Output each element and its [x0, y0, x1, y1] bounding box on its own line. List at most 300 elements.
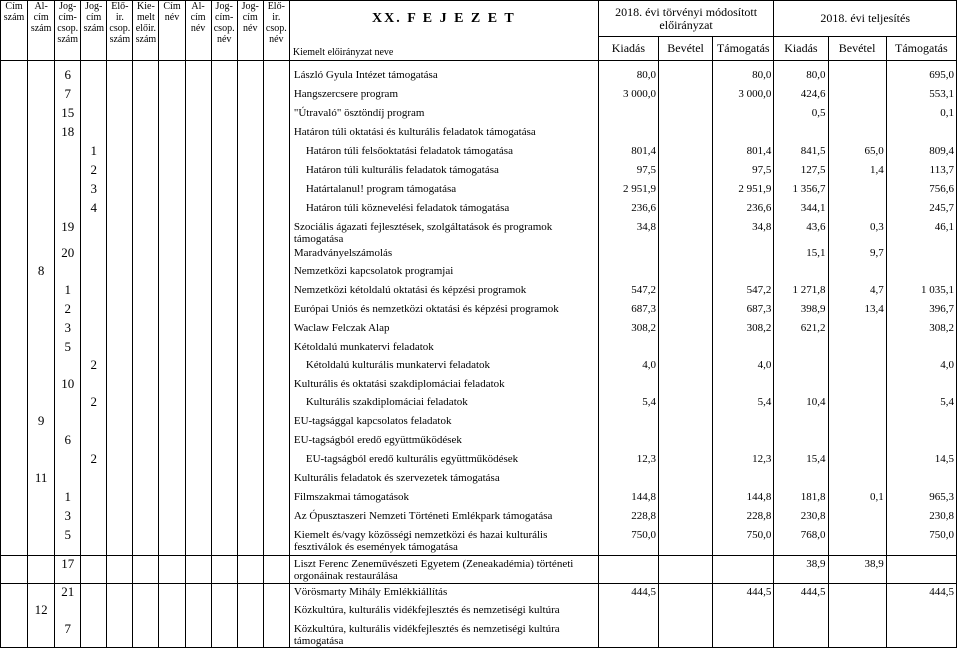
planned-bevetel-cell — [658, 124, 712, 143]
jogcimcsop-szam-cell: 19 — [55, 219, 81, 245]
jogcim-szam-cell: 2 — [81, 394, 107, 413]
jogcimcsop-szam-cell: 10 — [55, 376, 81, 394]
actual-bevetel-cell: 9,7 — [828, 245, 886, 263]
planned-bevetel-cell — [658, 376, 712, 394]
item-name-cell: Határon túli kulturális feladatok támogatása — [289, 162, 598, 181]
planned-bevetel-cell — [658, 181, 712, 200]
actual-tamogatas-cell: 695,0 — [886, 67, 956, 86]
planned-tamogatas-cell: 5,4 — [713, 394, 774, 413]
item-name-cell: Kiemelt és/vagy közösségi nemzetközi és hazai kulturális fesztiválok és események támogatása — [289, 527, 598, 555]
hdr-jogcimcsop-szam: Jog- cím- csop. szám — [55, 1, 81, 61]
cim-szam-cell — [1, 413, 28, 432]
item-name-cell: Kulturális feladatok és szervezetek támogatása — [289, 470, 598, 489]
alcim-szam-cell — [28, 583, 55, 602]
hdr-cim-nev: Cím név — [159, 1, 185, 61]
actual-bevetel-cell: 13,4 — [828, 301, 886, 320]
table-row — [1, 413, 957, 432]
actual-bevetel-cell — [828, 105, 886, 124]
eloircsop-nev-cell — [263, 282, 289, 301]
hdr-cim-szam: Cím szám — [1, 1, 28, 61]
jogcimcsop-szam-cell: 6 — [55, 67, 81, 86]
alcim-nev-cell — [185, 162, 211, 181]
eloircsop-nev-cell — [263, 357, 289, 376]
jogcim-szam-cell — [81, 470, 107, 489]
kiemelt-szam-cell — [133, 200, 159, 219]
alcim-szam-cell — [28, 394, 55, 413]
jogcimcsop-nev-cell — [211, 508, 237, 527]
jogcimcsop-nev-cell — [211, 320, 237, 339]
alcim-szam-cell — [28, 451, 55, 470]
actual-tamogatas-cell — [886, 376, 956, 394]
jogcimcsop-nev-cell — [211, 376, 237, 394]
hdr-jogcim-szam: Jog- cím szám — [81, 1, 107, 61]
actual-tamogatas-cell: 113,7 — [886, 162, 956, 181]
planned-tamogatas-cell — [713, 555, 774, 583]
item-name-cell: Maradványelszámolás — [289, 245, 598, 263]
actual-bevetel-cell — [828, 394, 886, 413]
alcim-nev-cell — [185, 508, 211, 527]
jogcim-szam-cell — [81, 413, 107, 432]
cim-szam-cell — [1, 508, 28, 527]
eloircsop-nev-cell — [263, 219, 289, 245]
planned-kiadas-cell: 34,8 — [598, 219, 658, 245]
actual-tamogatas-cell: 14,5 — [886, 451, 956, 470]
planned-kiadas-cell: 750,0 — [598, 527, 658, 555]
jogcim-nev-cell — [237, 162, 263, 181]
planned-bevetel-cell — [658, 86, 712, 105]
cim-szam-cell — [1, 124, 28, 143]
cim-szam-cell — [1, 67, 28, 86]
jogcim-nev-cell — [237, 432, 263, 451]
actual-kiadas-cell — [774, 432, 828, 451]
eloircsop-szam-cell — [107, 245, 133, 263]
actual-kiadas-cell: 181,8 — [774, 489, 828, 508]
actual-bevetel-cell: 4,7 — [828, 282, 886, 301]
jogcimcsop-szam-cell: 5 — [55, 339, 81, 357]
cim-szam-cell — [1, 489, 28, 508]
table-row — [1, 470, 957, 489]
jogcimcsop-szam-cell: 7 — [55, 621, 81, 648]
table-row — [1, 432, 957, 451]
actual-tamogatas-cell: 308,2 — [886, 320, 956, 339]
alcim-nev-cell — [185, 105, 211, 124]
alcim-nev-cell — [185, 86, 211, 105]
alcim-nev-cell — [185, 67, 211, 86]
alcim-szam-cell — [28, 143, 55, 162]
actual-bevetel-cell — [828, 508, 886, 527]
alcim-szam-cell — [28, 489, 55, 508]
actual-bevetel-cell — [828, 263, 886, 282]
jogcim-nev-cell — [237, 451, 263, 470]
hdr-actual-kiadas: Kiadás — [774, 37, 828, 61]
table-row — [1, 555, 957, 583]
cim-szam-cell — [1, 162, 28, 181]
jogcim-szam-cell — [81, 320, 107, 339]
table-row — [1, 86, 957, 105]
actual-bevetel-cell — [828, 527, 886, 555]
hdr-planned-bevetel: Bevétel — [658, 37, 712, 61]
planned-kiadas-cell — [598, 602, 658, 621]
actual-kiadas-cell: 0,5 — [774, 105, 828, 124]
jogcimcsop-szam-cell — [55, 143, 81, 162]
cim-szam-cell — [1, 219, 28, 245]
actual-tamogatas-cell: 5,4 — [886, 394, 956, 413]
jogcimcsop-nev-cell — [211, 219, 237, 245]
jogcim-szam-cell — [81, 602, 107, 621]
jogcimcsop-szam-cell: 5 — [55, 527, 81, 555]
jogcim-nev-cell — [237, 67, 263, 86]
planned-tamogatas-cell: 2 951,9 — [713, 181, 774, 200]
alcim-szam-cell — [28, 124, 55, 143]
cim-szam-cell — [1, 301, 28, 320]
actual-tamogatas-cell — [886, 432, 956, 451]
jogcimcsop-szam-cell: 7 — [55, 86, 81, 105]
cim-nev-cell — [159, 162, 185, 181]
jogcimcsop-szam-cell: 1 — [55, 282, 81, 301]
actual-tamogatas-cell — [886, 263, 956, 282]
actual-kiadas-cell: 841,5 — [774, 143, 828, 162]
hdr-actual-bevetel: Bevétel — [828, 37, 886, 61]
jogcimcsop-szam-cell: 15 — [55, 105, 81, 124]
planned-kiadas-cell — [598, 470, 658, 489]
planned-tamogatas-cell: 80,0 — [713, 67, 774, 86]
jogcimcsop-nev-cell — [211, 105, 237, 124]
planned-bevetel-cell — [658, 583, 712, 602]
actual-kiadas-cell: 10,4 — [774, 394, 828, 413]
actual-bevetel-cell — [828, 602, 886, 621]
cim-szam-cell — [1, 357, 28, 376]
actual-bevetel-cell — [828, 432, 886, 451]
table-row — [1, 339, 957, 357]
planned-bevetel-cell — [658, 602, 712, 621]
jogcim-szam-cell — [81, 124, 107, 143]
eloircsop-szam-cell — [107, 67, 133, 86]
jogcim-nev-cell — [237, 143, 263, 162]
cim-szam-cell — [1, 470, 28, 489]
planned-kiadas-cell: 5,4 — [598, 394, 658, 413]
item-name-cell: Határon túli felsőoktatási feladatok támogatása — [289, 143, 598, 162]
table-row — [1, 105, 957, 124]
table-row — [1, 282, 957, 301]
eloircsop-szam-cell — [107, 263, 133, 282]
hdr-jogcimcsop-nev: Jog- cím- csop. név — [211, 1, 237, 61]
table-row — [1, 124, 957, 143]
table-row — [1, 67, 957, 86]
table-row — [1, 357, 957, 376]
item-name-cell: Filmszakmai támogatások — [289, 489, 598, 508]
planned-bevetel-cell — [658, 245, 712, 263]
actual-tamogatas-cell — [886, 413, 956, 432]
eloircsop-nev-cell — [263, 245, 289, 263]
cim-nev-cell — [159, 602, 185, 621]
eloircsop-nev-cell — [263, 320, 289, 339]
jogcim-nev-cell — [237, 489, 263, 508]
eloircsop-szam-cell — [107, 527, 133, 555]
item-name-cell: Kétoldalú kulturális munkatervi feladatok — [289, 357, 598, 376]
item-name-cell: Közkultúra, kulturális vidékfejlesztés és nemzetiségi kultúra támogatása — [289, 621, 598, 648]
actual-tamogatas-cell: 245,7 — [886, 200, 956, 219]
actual-kiadas-cell — [774, 470, 828, 489]
kiemelt-szam-cell — [133, 339, 159, 357]
jogcimcsop-nev-cell — [211, 86, 237, 105]
kiemelt-szam-cell — [133, 527, 159, 555]
actual-bevetel-cell — [828, 583, 886, 602]
item-name-cell: László Gyula Intézet támogatása — [289, 67, 598, 86]
jogcimcsop-nev-cell — [211, 357, 237, 376]
jogcim-szam-cell — [81, 555, 107, 583]
planned-tamogatas-cell: 444,5 — [713, 583, 774, 602]
table-row — [1, 320, 957, 339]
jogcim-szam-cell: 2 — [81, 162, 107, 181]
jogcim-nev-cell — [237, 219, 263, 245]
planned-kiadas-cell: 12,3 — [598, 451, 658, 470]
actual-bevetel-cell — [828, 339, 886, 357]
hdr-planned-tamogatas: Támogatás — [713, 37, 774, 61]
planned-kiadas-cell: 687,3 — [598, 301, 658, 320]
planned-bevetel-cell — [658, 432, 712, 451]
alcim-nev-cell — [185, 451, 211, 470]
jogcim-szam-cell: 2 — [81, 357, 107, 376]
jogcimcsop-szam-cell: 21 — [55, 583, 81, 602]
cim-nev-cell — [159, 219, 185, 245]
eloircsop-nev-cell — [263, 124, 289, 143]
actual-tamogatas-cell: 809,4 — [886, 143, 956, 162]
eloircsop-nev-cell — [263, 86, 289, 105]
jogcimcsop-nev-cell — [211, 527, 237, 555]
planned-tamogatas-cell: 4,0 — [713, 357, 774, 376]
jogcimcsop-szam-cell: 6 — [55, 432, 81, 451]
jogcim-szam-cell: 1 — [81, 143, 107, 162]
jogcimcsop-szam-cell: 18 — [55, 124, 81, 143]
actual-tamogatas-cell — [886, 555, 956, 583]
alcim-szam-cell — [28, 219, 55, 245]
actual-bevetel-cell: 65,0 — [828, 143, 886, 162]
eloircsop-nev-cell — [263, 470, 289, 489]
jogcimcsop-szam-cell: 2 — [55, 301, 81, 320]
planned-tamogatas-cell — [713, 124, 774, 143]
kiemelt-szam-cell — [133, 245, 159, 263]
alcim-szam-cell — [28, 357, 55, 376]
eloircsop-nev-cell — [263, 263, 289, 282]
jogcimcsop-nev-cell — [211, 301, 237, 320]
jogcim-szam-cell — [81, 263, 107, 282]
planned-kiadas-cell: 4,0 — [598, 357, 658, 376]
kiemelt-szam-cell — [133, 124, 159, 143]
alcim-nev-cell — [185, 602, 211, 621]
eloircsop-szam-cell — [107, 162, 133, 181]
planned-bevetel-cell — [658, 67, 712, 86]
jogcim-szam-cell: 2 — [81, 451, 107, 470]
jogcim-nev-cell — [237, 527, 263, 555]
planned-tamogatas-cell: 687,3 — [713, 301, 774, 320]
alcim-szam-cell — [28, 339, 55, 357]
jogcim-szam-cell: 3 — [81, 181, 107, 200]
alcim-nev-cell — [185, 124, 211, 143]
actual-tamogatas-cell: 4,0 — [886, 357, 956, 376]
planned-kiadas-cell — [598, 105, 658, 124]
cim-nev-cell — [159, 86, 185, 105]
planned-tamogatas-cell — [713, 376, 774, 394]
actual-kiadas-cell — [774, 602, 828, 621]
alcim-nev-cell — [185, 282, 211, 301]
table-row — [1, 583, 957, 602]
kiemelt-szam-cell — [133, 105, 159, 124]
jogcim-szam-cell — [81, 527, 107, 555]
jogcim-szam-cell — [81, 583, 107, 602]
actual-tamogatas-cell — [886, 124, 956, 143]
cim-nev-cell — [159, 413, 185, 432]
jogcim-nev-cell — [237, 339, 263, 357]
alcim-szam-cell — [28, 555, 55, 583]
cim-nev-cell — [159, 282, 185, 301]
eloircsop-nev-cell — [263, 451, 289, 470]
cim-nev-cell — [159, 320, 185, 339]
actual-kiadas-cell: 344,1 — [774, 200, 828, 219]
item-name-cell: EU-tagságból eredő együttműködések — [289, 432, 598, 451]
item-name-cell: EU-tagsággal kapcsolatos feladatok — [289, 413, 598, 432]
cim-nev-cell — [159, 105, 185, 124]
table-row — [1, 219, 957, 245]
kiemelt-szam-cell — [133, 282, 159, 301]
item-name-cell: Kulturális és oktatási szakdiplomáciai feladatok — [289, 376, 598, 394]
eloircsop-nev-cell — [263, 143, 289, 162]
table-row — [1, 245, 957, 263]
actual-kiadas-cell — [774, 263, 828, 282]
eloircsop-nev-cell — [263, 555, 289, 583]
jogcimcsop-szam-cell: 3 — [55, 508, 81, 527]
table-row — [1, 489, 957, 508]
actual-kiadas-cell — [774, 376, 828, 394]
item-name-cell: Határon túli oktatási és kulturális feladatok támogatása — [289, 124, 598, 143]
planned-tamogatas-cell: 144,8 — [713, 489, 774, 508]
cim-nev-cell — [159, 339, 185, 357]
alcim-szam-cell — [28, 508, 55, 527]
jogcimcsop-nev-cell — [211, 200, 237, 219]
cim-nev-cell — [159, 357, 185, 376]
jogcimcsop-nev-cell — [211, 583, 237, 602]
jogcimcsop-nev-cell — [211, 602, 237, 621]
alcim-szam-cell — [28, 282, 55, 301]
item-name-cell: Kulturális szakdiplomáciai feladatok — [289, 394, 598, 413]
item-name-cell: Határon túli köznevelési feladatok támogatása — [289, 200, 598, 219]
planned-bevetel-cell — [658, 105, 712, 124]
actual-tamogatas-cell: 230,8 — [886, 508, 956, 527]
planned-bevetel-cell — [658, 301, 712, 320]
table-row — [1, 451, 957, 470]
cim-nev-cell — [159, 200, 185, 219]
jogcimcsop-nev-cell — [211, 470, 237, 489]
eloircsop-nev-cell — [263, 339, 289, 357]
eloircsop-szam-cell — [107, 583, 133, 602]
jogcimcsop-nev-cell — [211, 451, 237, 470]
jogcimcsop-nev-cell — [211, 124, 237, 143]
kiemelt-szam-cell — [133, 508, 159, 527]
cim-nev-cell — [159, 555, 185, 583]
actual-bevetel-cell: 0,3 — [828, 219, 886, 245]
item-name-cell: Határtalanul! program támogatása — [289, 181, 598, 200]
actual-bevetel-cell: 38,9 — [828, 555, 886, 583]
jogcimcsop-szam-cell — [55, 200, 81, 219]
kiemelt-szam-cell — [133, 376, 159, 394]
alcim-nev-cell — [185, 489, 211, 508]
kiemelt-szam-cell — [133, 555, 159, 583]
jogcimcsop-nev-cell — [211, 394, 237, 413]
alcim-szam-cell — [28, 432, 55, 451]
eloircsop-szam-cell — [107, 413, 133, 432]
item-name-cell: Vörösmarty Mihály Emlékkiállítás — [289, 583, 598, 602]
eloircsop-nev-cell — [263, 105, 289, 124]
planned-tamogatas-cell — [713, 339, 774, 357]
eloircsop-szam-cell — [107, 357, 133, 376]
cim-szam-cell — [1, 432, 28, 451]
jogcimcsop-szam-cell — [55, 394, 81, 413]
planned-tamogatas-cell — [713, 602, 774, 621]
actual-kiadas-cell: 43,6 — [774, 219, 828, 245]
jogcim-szam-cell — [81, 67, 107, 86]
actual-kiadas-cell: 768,0 — [774, 527, 828, 555]
eloircsop-nev-cell — [263, 67, 289, 86]
hdr-actual-tamogatas: Támogatás — [886, 37, 956, 61]
actual-tamogatas-cell: 965,3 — [886, 489, 956, 508]
kiemelt-szam-cell — [133, 357, 159, 376]
eloircsop-nev-cell — [263, 508, 289, 527]
cim-nev-cell — [159, 508, 185, 527]
actual-bevetel-cell — [828, 181, 886, 200]
eloircsop-szam-cell — [107, 489, 133, 508]
cim-szam-cell — [1, 282, 28, 301]
jogcimcsop-szam-cell: 3 — [55, 320, 81, 339]
eloircsop-nev-cell — [263, 394, 289, 413]
jogcimcsop-szam-cell — [55, 451, 81, 470]
kiemelt-szam-cell — [133, 143, 159, 162]
jogcimcsop-nev-cell — [211, 282, 237, 301]
jogcimcsop-szam-cell — [55, 602, 81, 621]
planned-kiadas-cell: 801,4 — [598, 143, 658, 162]
actual-kiadas-cell: 444,5 — [774, 583, 828, 602]
planned-kiadas-cell: 80,0 — [598, 67, 658, 86]
kiemelt-szam-cell — [133, 263, 159, 282]
jogcim-szam-cell: 4 — [81, 200, 107, 219]
actual-bevetel-cell — [828, 470, 886, 489]
cim-szam-cell — [1, 339, 28, 357]
cim-szam-cell — [1, 555, 28, 583]
alcim-nev-cell — [185, 394, 211, 413]
actual-tamogatas-cell — [886, 245, 956, 263]
alcim-szam-cell — [28, 320, 55, 339]
actual-kiadas-cell: 15,1 — [774, 245, 828, 263]
planned-tamogatas-cell: 34,8 — [713, 219, 774, 245]
actual-kiadas-cell: 398,9 — [774, 301, 828, 320]
actual-tamogatas-cell: 46,1 — [886, 219, 956, 245]
jogcimcsop-szam-cell — [55, 357, 81, 376]
jogcimcsop-nev-cell — [211, 555, 237, 583]
item-name-cell: Nemzetközi kapcsolatok programjai — [289, 263, 598, 282]
cim-nev-cell — [159, 394, 185, 413]
actual-kiadas-cell: 15,4 — [774, 451, 828, 470]
planned-tamogatas-cell: 547,2 — [713, 282, 774, 301]
planned-kiadas-cell: 236,6 — [598, 200, 658, 219]
table-row — [1, 200, 957, 219]
planned-bevetel-cell — [658, 508, 712, 527]
table-row — [1, 263, 957, 282]
item-name-cell: Kétoldalú munkatervi feladatok — [289, 339, 598, 357]
table-row — [1, 143, 957, 162]
planned-tamogatas-cell: 97,5 — [713, 162, 774, 181]
eloircsop-nev-cell — [263, 489, 289, 508]
planned-kiadas-cell: 144,8 — [598, 489, 658, 508]
hdr-group-planned: 2018. évi törvényi módosított előirányzat — [598, 1, 774, 37]
kiemelt-szam-cell — [133, 67, 159, 86]
